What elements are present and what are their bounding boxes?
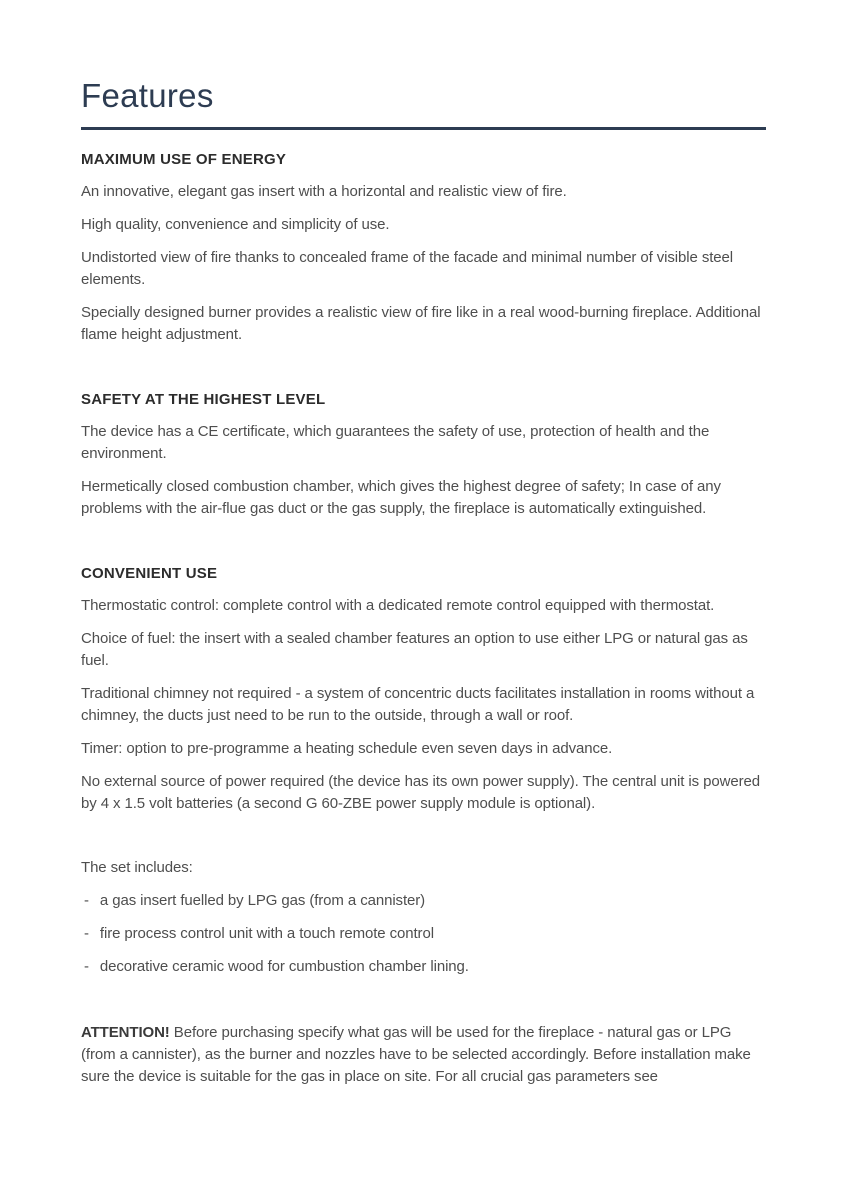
feature-section	[81, 150, 766, 346]
attention-text: Before purchasing specify what gas will be used for the fireplace - natural gas or LPG (from a cannister), as the burner and nozzles have to be selected accordingly. Before installation make sure the device is suitable for the gas in place on site. For all crucial gas parameters see	[81, 1023, 751, 1085]
list-item-text: decorative ceramic wood for cumbustion chamber lining.	[99, 957, 469, 975]
list-item-text: fire process control unit with a touch remote control	[99, 924, 434, 942]
body-paragraph: Specially designed burner provides a realistic view of fire like in a real wood-burning fireplace. Additional flame height adjustment.	[81, 303, 761, 343]
title-divider	[81, 127, 766, 130]
list-item-text: a gas insert fuelled by LPG gas (from a cannister)	[99, 891, 426, 909]
body-paragraph: High quality, convenience and simplicity of use.	[81, 215, 390, 233]
page-title: Features	[81, 77, 214, 114]
dash-bullet-marker: -	[84, 957, 89, 975]
body-paragraph: Choice of fuel: the insert with a sealed chamber features an option to use either LPG or natural gas as fuel.	[81, 629, 748, 669]
section-heading: MAXIMUM USE OF ENERGY	[81, 150, 287, 168]
dash-bullet-marker: -	[84, 924, 89, 942]
attention-label: ATTENTION!	[81, 1023, 170, 1041]
feature-section	[81, 564, 766, 815]
section-heading: CONVENIENT USE	[81, 564, 218, 582]
body-paragraph: Hermetically closed combustion chamber, which gives the highest degree of safety; In case of any problems with the air-flue gas duct or the gas supply, the fireplace is automatically extinguished.	[81, 477, 721, 517]
list-item	[81, 956, 766, 978]
attention-paragraph	[81, 1022, 766, 1088]
set-includes-block	[81, 857, 766, 978]
feature-section	[81, 390, 766, 520]
section-heading: SAFETY AT THE HIGHEST LEVEL	[81, 390, 326, 408]
body-paragraph: The device has a CE certificate, which guarantees the safety of use, protection of health and the environment.	[81, 422, 710, 462]
body-paragraph: Thermostatic control: complete control with a dedicated remote control equipped with thermostat.	[81, 596, 715, 614]
list-item	[81, 890, 766, 912]
list-item	[81, 923, 766, 945]
body-paragraph: Traditional chimney not required - a system of concentric ducts facilitates installation in rooms without a chimney, the ducts just need to be run to the outside, through a wall or roof.	[81, 684, 755, 724]
dash-bullet-marker: -	[84, 891, 89, 909]
body-paragraph: An innovative, elegant gas insert with a horizontal and realistic view of fire.	[81, 182, 567, 200]
set-includes-intro: The set includes:	[81, 858, 193, 876]
feature-sections	[81, 150, 766, 815]
set-includes-list	[81, 890, 766, 978]
body-paragraph: Timer: option to pre-programme a heating schedule even seven days in advance.	[81, 739, 613, 757]
body-paragraph: No external source of power required (the device has its own power supply). The central unit is powered by 4 x 1.5 volt batteries (a second G 60-ZBE power supply module is optional).	[81, 772, 760, 812]
body-paragraph: Undistorted view of fire thanks to concealed frame of the facade and minimal number of visible steel elements.	[81, 248, 734, 288]
